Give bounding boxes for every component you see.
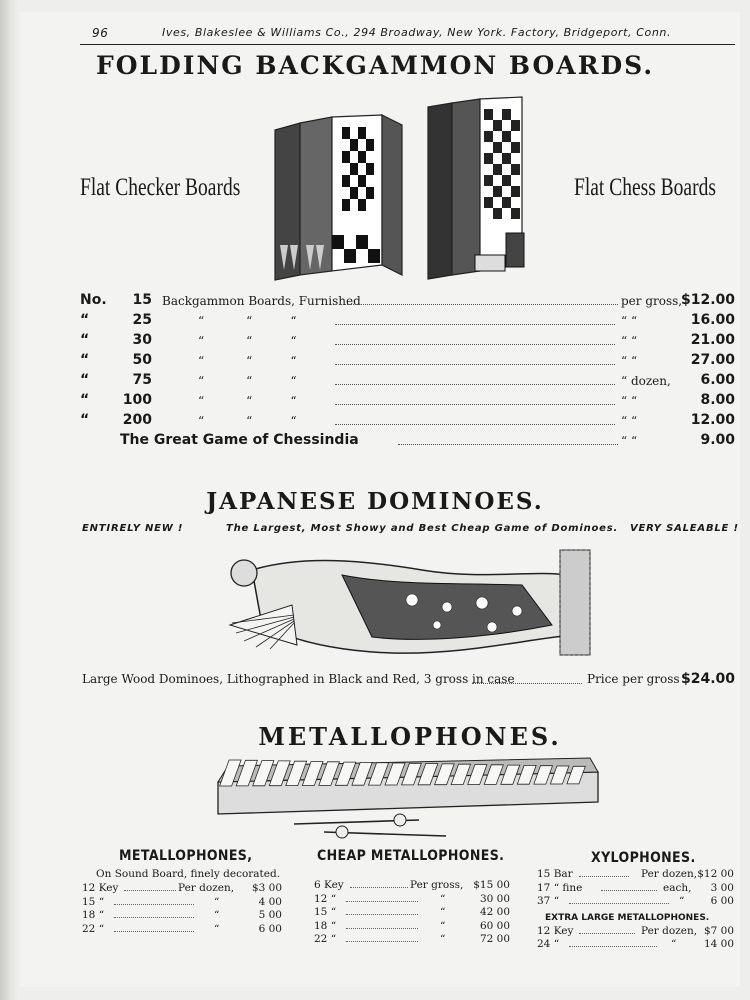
unit-label: “ “ bbox=[621, 414, 638, 428]
list-item bbox=[537, 868, 734, 882]
board-number: 50 bbox=[132, 352, 152, 368]
list-item bbox=[537, 925, 734, 939]
unit-label: “ bbox=[440, 892, 446, 905]
price: 6 00 bbox=[710, 895, 734, 907]
board-description: Backgammon Boards, Furnished bbox=[162, 294, 361, 308]
ditto-marks: “ “ “ bbox=[198, 414, 297, 428]
price-row bbox=[80, 291, 735, 311]
unit-label: Per dozen, bbox=[641, 924, 698, 937]
row-label: No. bbox=[80, 292, 107, 308]
bar-count: 17 “ fine bbox=[537, 881, 583, 894]
ditto-mark: “ bbox=[80, 412, 90, 428]
column-heading: METALLOPHONES, bbox=[119, 848, 253, 864]
chess-boards-label: Flat Chess Boards bbox=[574, 174, 716, 201]
leader-dots bbox=[335, 333, 615, 345]
unit-label: each, bbox=[663, 881, 692, 894]
metallophones-title: METALLOPHONES. bbox=[258, 722, 562, 751]
list-item bbox=[82, 882, 282, 896]
dominoes-title: JAPANESE DOMINOES. bbox=[206, 488, 544, 515]
price: $15 00 bbox=[473, 879, 510, 891]
xylophones-column bbox=[537, 850, 734, 952]
leader-dots bbox=[335, 393, 615, 405]
price: 9.00 bbox=[700, 432, 735, 448]
unit-label: “ “ bbox=[621, 354, 638, 368]
ditto-marks: “ “ “ bbox=[198, 394, 297, 408]
bar-count: 15 Bar bbox=[537, 868, 573, 880]
leader-dots bbox=[114, 896, 194, 905]
price: $24.00 bbox=[680, 671, 735, 687]
key-count: 18 “ bbox=[314, 919, 337, 932]
tag-description: The Largest, Most Showy and Best Cheap Game of Dominoes. bbox=[226, 523, 619, 534]
key-count: 12 “ bbox=[314, 892, 337, 905]
chessindia-label: The Great Game of Chessindia bbox=[120, 432, 359, 448]
list-item bbox=[82, 909, 282, 923]
unit-label: “ “ bbox=[621, 314, 638, 328]
leader-dots bbox=[569, 895, 669, 904]
leader-dots bbox=[579, 925, 635, 934]
list-item bbox=[537, 882, 734, 896]
price-row bbox=[80, 391, 735, 411]
unit-label: “ bbox=[679, 895, 685, 907]
price: 42 00 bbox=[479, 906, 510, 918]
list-item bbox=[82, 896, 282, 910]
unit-label: “ bbox=[440, 933, 446, 945]
list-item bbox=[314, 893, 510, 907]
price: $3 00 bbox=[251, 882, 282, 894]
price: 6.00 bbox=[700, 372, 735, 388]
key-count: 22 “ bbox=[314, 933, 337, 945]
list-item bbox=[537, 938, 734, 952]
ditto-mark: “ bbox=[80, 332, 90, 348]
board-number: 75 bbox=[132, 372, 152, 388]
leader-dots bbox=[340, 293, 618, 305]
key-count: 12 Key bbox=[537, 924, 574, 937]
price-row bbox=[80, 311, 735, 331]
list-item bbox=[314, 906, 510, 920]
key-count: 12 Key bbox=[82, 882, 119, 894]
ditto-marks: “ “ “ bbox=[198, 354, 297, 368]
price-label: Price per gross bbox=[587, 672, 680, 686]
price: 8.00 bbox=[700, 392, 735, 408]
backgammon-title: FOLDING BACKGAMMON BOARDS. bbox=[95, 51, 655, 80]
metallophones-column bbox=[82, 848, 282, 936]
header-rule bbox=[80, 44, 735, 45]
key-count: 22 “ bbox=[82, 922, 105, 935]
leader-dots bbox=[346, 933, 418, 942]
price: 27.00 bbox=[690, 352, 735, 368]
leader-dots bbox=[398, 433, 618, 445]
domino-figure-icon bbox=[222, 545, 592, 665]
backgammon-price-list bbox=[80, 291, 735, 451]
domino-price-line bbox=[82, 672, 735, 690]
unit-label: “ “ bbox=[621, 334, 638, 348]
board-number: 200 bbox=[122, 412, 152, 428]
price: 3 00 bbox=[710, 881, 734, 894]
board-number: 15 bbox=[132, 292, 152, 308]
bar-count: 37 “ bbox=[537, 895, 560, 907]
price: 16.00 bbox=[690, 312, 735, 328]
price: 6 00 bbox=[258, 922, 282, 935]
key-count: 24 “ bbox=[537, 938, 560, 950]
unit-label: Per gross, bbox=[410, 879, 464, 891]
unit-label: “ bbox=[214, 909, 220, 921]
price: 72 00 bbox=[479, 933, 510, 945]
price: 12.00 bbox=[690, 412, 735, 428]
leader-dots bbox=[579, 868, 629, 877]
unit-label: “ bbox=[671, 938, 677, 950]
leader-dots bbox=[346, 906, 418, 915]
leader-dots bbox=[114, 909, 194, 918]
list-item bbox=[537, 895, 734, 909]
list-item bbox=[314, 920, 510, 934]
tag-entirely-new: ENTIRELY NEW ! bbox=[82, 523, 184, 534]
checker-boards-label: Flat Checker Boards bbox=[80, 174, 241, 201]
leader-dots bbox=[335, 413, 615, 425]
price: 4 00 bbox=[258, 895, 282, 908]
unit-label: “ “ bbox=[621, 394, 638, 408]
leader-dots bbox=[114, 923, 194, 932]
unit-label: per gross, bbox=[621, 294, 683, 308]
price: 14 00 bbox=[703, 938, 734, 950]
leader-dots bbox=[472, 673, 582, 684]
unit-label: “ bbox=[214, 922, 220, 935]
leader-dots bbox=[569, 938, 657, 947]
key-count: 18 “ bbox=[82, 909, 105, 921]
price: 60 00 bbox=[479, 919, 510, 932]
price-row bbox=[80, 371, 735, 391]
column-heading: XYLOPHONES. bbox=[591, 850, 696, 866]
price: $7 00 bbox=[703, 924, 734, 937]
price: 30 00 bbox=[479, 892, 510, 905]
key-count: 15 “ bbox=[314, 906, 337, 918]
firm-address: Ives, Blakeslee & Williams Co., 294 Broadway, New York. Factory, Bridgeport, Conn. bbox=[162, 26, 672, 39]
unit-label: “ “ bbox=[621, 434, 638, 448]
unit-label: “ dozen, bbox=[621, 374, 671, 388]
domino-description: Large Wood Dominoes, Lithographed in Black and Red, 3 gross in case bbox=[82, 672, 515, 686]
page-number: 96 bbox=[92, 26, 109, 40]
unit-label: Per dozen, bbox=[178, 882, 235, 894]
leader-dots bbox=[346, 920, 418, 929]
ditto-mark: “ bbox=[80, 312, 90, 328]
leader-dots bbox=[350, 879, 408, 888]
key-count: 15 “ bbox=[82, 895, 105, 908]
list-item bbox=[314, 933, 510, 947]
price-row bbox=[80, 331, 735, 351]
price: 21.00 bbox=[690, 332, 735, 348]
leader-dots bbox=[335, 313, 615, 325]
list-item bbox=[314, 879, 510, 893]
ditto-mark: “ bbox=[80, 392, 90, 408]
price: $12.00 bbox=[680, 292, 735, 308]
ditto-marks: “ “ “ bbox=[198, 334, 297, 348]
column-heading: CHEAP METALLOPHONES. bbox=[317, 848, 505, 864]
board-number: 25 bbox=[132, 312, 152, 328]
board-number: 30 bbox=[132, 332, 152, 348]
folding-board-icon bbox=[270, 95, 530, 285]
extra-large-heading: EXTRA LARGE METALLOPHONES. bbox=[545, 912, 710, 923]
chessindia-row bbox=[80, 431, 735, 451]
page-header bbox=[80, 26, 735, 44]
cheap-metallophones-column bbox=[314, 848, 510, 947]
leader-dots bbox=[335, 353, 615, 365]
unit-label: “ bbox=[214, 895, 220, 908]
tag-very-saleable: VERY SALEABLE ! bbox=[630, 523, 739, 534]
price-row bbox=[80, 351, 735, 371]
leader-dots bbox=[335, 373, 615, 385]
unit-label: “ bbox=[440, 906, 446, 918]
column-note: On Sound Board, finely decorated. bbox=[96, 868, 281, 880]
ditto-marks: “ “ “ bbox=[198, 374, 297, 388]
unit-label: Per dozen, bbox=[641, 868, 698, 880]
metallophone-icon bbox=[214, 752, 604, 842]
price: 5 00 bbox=[258, 909, 282, 921]
key-count: 6 Key bbox=[314, 879, 344, 891]
board-number: 100 bbox=[122, 392, 152, 408]
leader-dots bbox=[601, 882, 657, 891]
ditto-marks: “ “ “ bbox=[198, 314, 297, 328]
price: $12 00 bbox=[697, 868, 734, 880]
ditto-mark: “ bbox=[80, 372, 90, 388]
leader-dots bbox=[346, 893, 418, 902]
leader-dots bbox=[124, 882, 176, 891]
price-row bbox=[80, 411, 735, 431]
ditto-mark: “ bbox=[80, 352, 90, 368]
unit-label: “ bbox=[440, 919, 446, 932]
list-item bbox=[82, 923, 282, 937]
